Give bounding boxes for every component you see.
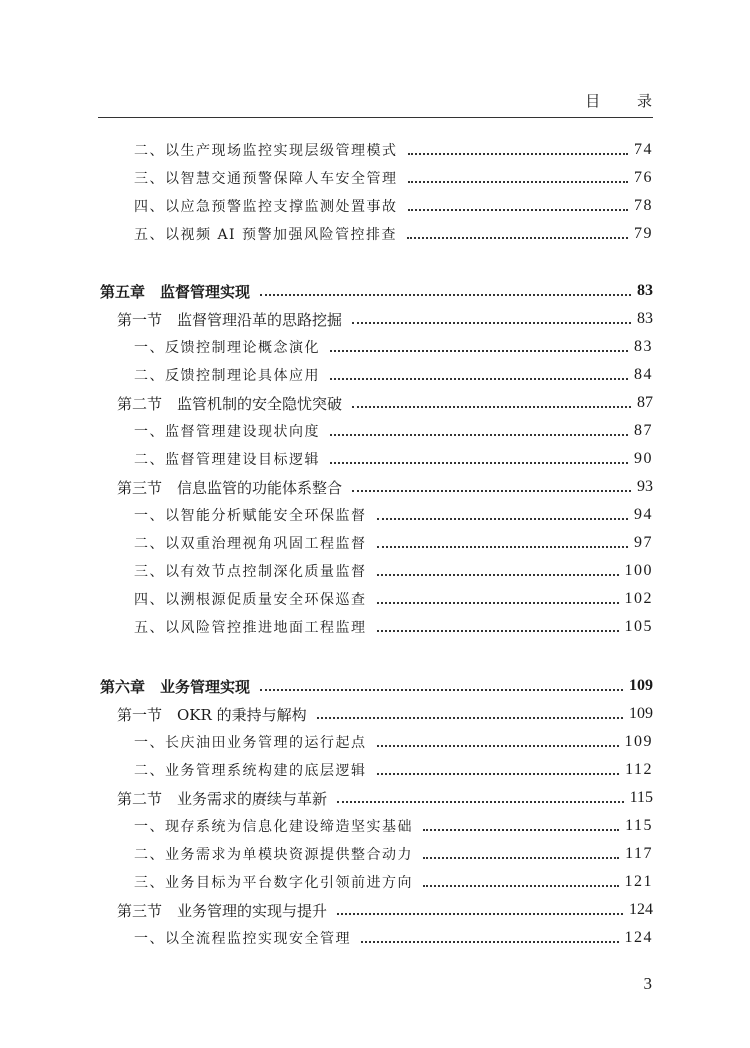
dot-leader bbox=[377, 629, 619, 632]
toc-entry-title: 第三节 业务管理的实现与提升 bbox=[117, 901, 328, 920]
toc-item-entry bbox=[0, 221, 653, 247]
dot-leader bbox=[423, 828, 619, 831]
toc-entry-page: 83 bbox=[637, 310, 653, 327]
toc-entry-page: 124 bbox=[624, 929, 653, 946]
toc-entry-title: 第一节 监督管理沿革的思路挖掘 bbox=[117, 310, 343, 329]
toc-section-entry bbox=[0, 897, 653, 923]
toc-item-entry bbox=[0, 362, 653, 388]
dot-leader bbox=[423, 884, 619, 887]
dot-leader bbox=[330, 461, 628, 464]
dot-leader bbox=[317, 716, 623, 719]
toc-entry-title: 一、现存系统为信息化建设缔造坚实基础 bbox=[134, 819, 413, 835]
dot-leader bbox=[408, 152, 629, 155]
toc-item-entry bbox=[0, 729, 653, 755]
dot-leader bbox=[260, 688, 623, 691]
dot-leader bbox=[260, 293, 631, 296]
toc-chapter-entry bbox=[0, 278, 653, 304]
toc-entry-page: 94 bbox=[634, 506, 653, 523]
page-number: 3 bbox=[643, 974, 652, 993]
dot-leader bbox=[330, 433, 628, 436]
toc-entry-title: 二、业务管理系统构建的底层逻辑 bbox=[134, 763, 367, 779]
toc-entry-title: 四、以应急预警监控支撑监测处置事故 bbox=[134, 199, 398, 215]
toc-item-entry bbox=[0, 193, 653, 219]
toc-entry-title: 一、以全流程监控实现安全管理 bbox=[134, 931, 351, 947]
toc-section-entry bbox=[0, 306, 653, 332]
dot-leader bbox=[361, 940, 619, 943]
toc-entry-page: 117 bbox=[625, 845, 653, 862]
dot-leader bbox=[408, 180, 629, 183]
toc-entry-page: 109 bbox=[624, 733, 653, 750]
toc-entry-page: 79 bbox=[634, 225, 653, 242]
toc-entry-page: 124 bbox=[629, 901, 653, 918]
toc-entry-title: 五、以风险管控推进地面工程监理 bbox=[134, 620, 367, 636]
toc-entry-page: 74 bbox=[634, 141, 653, 158]
toc-entry-page: 105 bbox=[624, 618, 653, 635]
toc-item-entry bbox=[0, 334, 653, 360]
toc-item-entry bbox=[0, 530, 653, 556]
toc-entry-title: 五、以视频 AI 预警加强风险管控排查 bbox=[134, 227, 398, 243]
toc-entry-title: 三、业务目标为平台数字化引领前进方向 bbox=[134, 875, 413, 891]
toc-entry-page: 76 bbox=[634, 169, 653, 186]
toc-item-entry bbox=[0, 165, 653, 191]
dot-leader bbox=[377, 772, 620, 775]
toc-entry-title: 一、反馈控制理论概念演化 bbox=[134, 340, 320, 356]
toc-item-entry bbox=[0, 813, 653, 839]
dot-leader bbox=[352, 405, 631, 408]
dot-leader bbox=[337, 800, 624, 803]
toc-entry-page: 97 bbox=[634, 534, 653, 551]
toc-entry-page: 100 bbox=[624, 562, 653, 579]
toc-entry-title: 二、业务需求为单模块资源提供整合动力 bbox=[134, 847, 413, 863]
toc-section-entry bbox=[0, 390, 653, 416]
toc-entry-title: 三、以有效节点控制深化质量监督 bbox=[134, 564, 367, 580]
toc-item-entry bbox=[0, 869, 653, 895]
toc-entry-title: 二、以生产现场监控实现层级管理模式 bbox=[134, 143, 398, 159]
toc-item-entry bbox=[0, 841, 653, 867]
dot-leader bbox=[408, 208, 629, 211]
toc-item-entry bbox=[0, 614, 653, 640]
toc-item-entry bbox=[0, 586, 653, 612]
toc-entry-title: 四、以溯根源促质量安全环保巡查 bbox=[134, 592, 367, 608]
dot-leader bbox=[377, 573, 619, 576]
toc-entry-page: 112 bbox=[625, 761, 653, 778]
toc-entry-page: 87 bbox=[634, 422, 653, 439]
toc-item-entry bbox=[0, 757, 653, 783]
toc-entry-title: 一、长庆油田业务管理的运行起点 bbox=[134, 735, 367, 751]
dot-leader bbox=[352, 489, 631, 492]
dot-leader bbox=[377, 517, 629, 520]
toc-entry-page: 121 bbox=[624, 873, 653, 890]
toc-entry-page: 102 bbox=[624, 590, 653, 607]
toc-entry-page: 84 bbox=[634, 366, 653, 383]
toc-entry-title: 第六章 业务管理实现 bbox=[100, 677, 251, 696]
toc-item-entry bbox=[0, 558, 653, 584]
toc-entry-page: 87 bbox=[637, 394, 653, 411]
toc-entry-title: 第三节 信息监管的功能体系整合 bbox=[117, 478, 343, 497]
dot-leader bbox=[330, 349, 628, 352]
toc-entry-page: 83 bbox=[634, 338, 653, 355]
toc-item-entry bbox=[0, 446, 653, 472]
toc-entry-page: 90 bbox=[634, 450, 653, 467]
toc-entry-title: 二、反馈控制理论具体应用 bbox=[134, 368, 320, 384]
toc-chapter-entry bbox=[0, 673, 653, 699]
toc-entry-page: 115 bbox=[625, 817, 653, 834]
toc-item-entry bbox=[0, 502, 653, 528]
toc-entry-page: 83 bbox=[637, 282, 653, 299]
toc-entry-title: 第一节 OKR 的秉持与解构 bbox=[117, 705, 307, 724]
toc-entry-title: 第二节 监管机制的安全隐忧突破 bbox=[117, 394, 343, 413]
dot-leader bbox=[337, 912, 623, 915]
toc-entry-title: 第五章 监督管理实现 bbox=[100, 282, 251, 301]
toc-entry-page: 109 bbox=[629, 677, 653, 694]
header-rule bbox=[98, 117, 653, 118]
dot-leader bbox=[423, 856, 619, 859]
toc-section-entry bbox=[0, 701, 653, 727]
dot-leader bbox=[377, 744, 619, 747]
toc-section-entry bbox=[0, 785, 653, 811]
toc-entry-title: 一、监督管理建设现状向度 bbox=[134, 424, 320, 440]
toc-entry-title: 第二节 业务需求的赓续与革新 bbox=[117, 789, 328, 808]
toc-item-entry bbox=[0, 925, 653, 951]
dot-leader bbox=[330, 377, 628, 380]
dot-leader bbox=[407, 236, 628, 239]
toc-item-entry bbox=[0, 418, 653, 444]
toc-entry-title: 三、以智慧交通预警保障人车安全管理 bbox=[134, 171, 398, 187]
toc-entry-title: 二、以双重治理视角巩固工程监督 bbox=[134, 536, 367, 552]
header-title: 目 录 bbox=[585, 92, 668, 110]
toc-item-entry bbox=[0, 137, 653, 163]
toc-entry-page: 93 bbox=[637, 478, 653, 495]
toc-section-entry bbox=[0, 474, 653, 500]
toc-entry-title: 一、以智能分析赋能安全环保监督 bbox=[134, 508, 367, 524]
toc-entry-title: 二、监督管理建设目标逻辑 bbox=[134, 452, 320, 468]
toc-entry-page: 115 bbox=[629, 789, 653, 806]
dot-leader bbox=[352, 321, 631, 324]
dot-leader bbox=[377, 601, 619, 604]
toc-entry-page: 78 bbox=[634, 197, 653, 214]
dot-leader bbox=[377, 545, 629, 548]
toc-entry-page: 109 bbox=[629, 705, 653, 722]
